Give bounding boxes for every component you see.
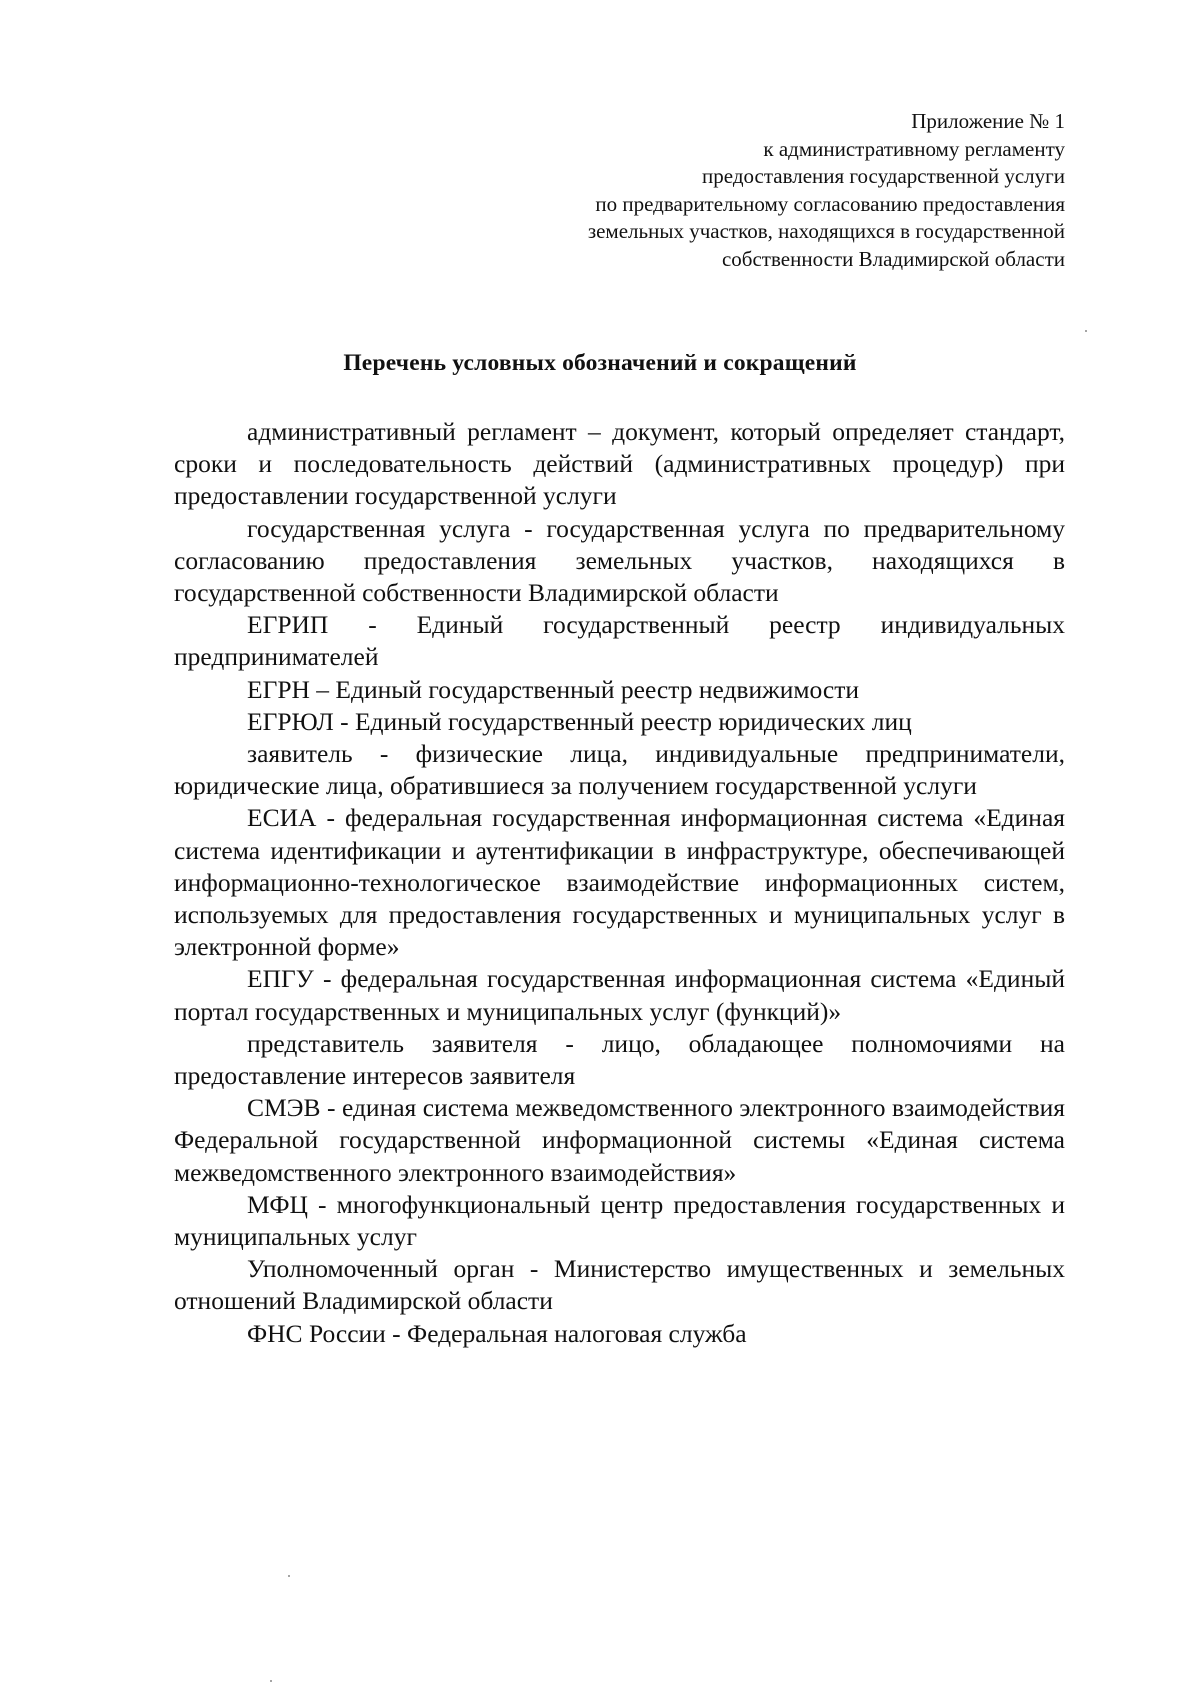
definition-paragraph: представитель заявителя - лицо, обладающее полномочиями на предоставление интересов заявителя <box>174 1028 1065 1091</box>
appendix-header <box>445 108 1065 273</box>
definition-paragraph: государственная услуга - государственная услуга по предварительному согласованию предоставления земельных участков, находящихся в государственной собственности Владимирской области <box>174 513 1065 608</box>
appendix-line: собственности Владимирской области <box>721 246 1065 271</box>
scan-speck <box>270 1680 272 1682</box>
definition-paragraph: ЕГРЮЛ - Единый государственный реестр юридических лиц <box>247 706 912 736</box>
appendix-line: к административному регламенту <box>763 136 1065 161</box>
definition-paragraph: ФНС России - Федеральная налоговая служба <box>247 1318 747 1348</box>
document-title: Перечень условных обозначений и сокращений <box>343 350 857 376</box>
definition-paragraph: ЕСИА - федеральная государственная информационная система «Единая система идентификации и аутентификации в инфраструктуре, обеспечивающей информационно-технологическое взаимодействие информационных систем, используемых для предоставления государственных и муниципальных услуг в электронной форме» <box>174 803 1065 962</box>
definition-paragraph: заявитель - физические лица, индивидуальные предприниматели, юридические лица, обратившиеся за получением государственной услуги <box>174 739 1065 801</box>
definition-paragraph: ЕГРИП - Единый государственный реестр индивидуальных предпринимателей <box>174 610 1065 672</box>
definition-paragraph: ЕГРН – Единый государственный реестр недвижимости <box>247 674 860 704</box>
definition-paragraph: административный регламент – документ, который определяет стандарт, сроки и последовательность действий (административных процедур) при предоставлении государственной услуги <box>174 417 1065 511</box>
appendix-line: земельных участков, находящихся в государственной <box>587 219 1065 243</box>
scan-speck <box>288 1575 290 1577</box>
definition-paragraph: ЕПГУ - федеральная государственная информационная система «Единый портал государственных и муниципальных услуг (функций)» <box>174 964 1065 1026</box>
appendix-line: по предварительному согласованию предоставления <box>595 191 1065 216</box>
definitions-list <box>174 416 1065 1350</box>
appendix-line: Приложение № 1 <box>911 109 1065 133</box>
definition-paragraph: МФЦ - многофункциональный центр предоставления государственных и муниципальных услуг <box>174 1189 1065 1252</box>
definition-paragraph: Уполномоченный орган - Министерство имущественных и земельных отношений Владимирской области <box>174 1254 1065 1316</box>
appendix-line: предоставления государственной услуги <box>702 164 1065 188</box>
scan-speck <box>1085 330 1087 332</box>
definition-paragraph: СМЭВ - единая система межведомственного электронного взаимодействия Федеральной государственной информационной системы «Единая система межведомственного электронного взаимодействия» <box>174 1093 1065 1187</box>
